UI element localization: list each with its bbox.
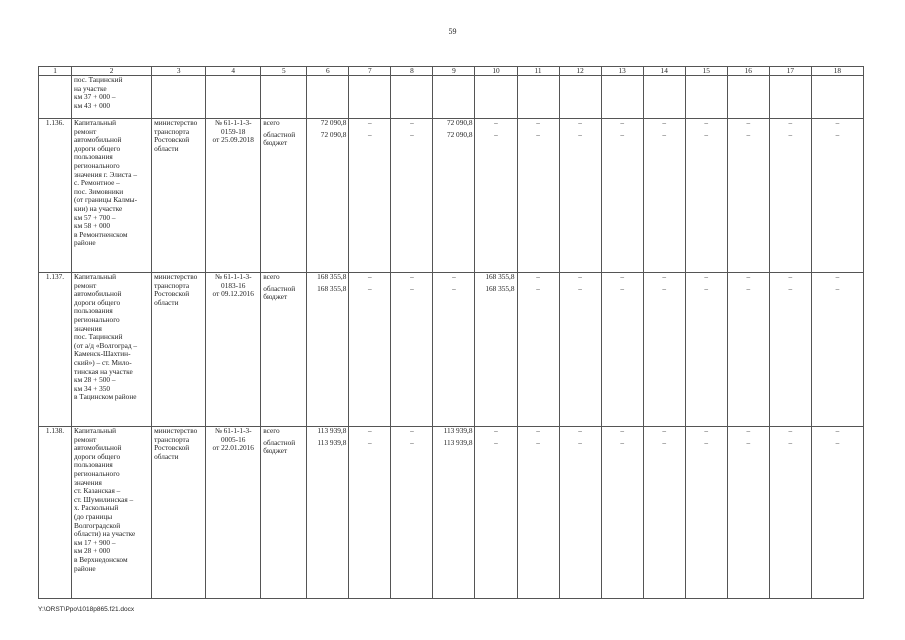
column-number-header <box>39 67 864 76</box>
cell-value: – <box>601 427 643 439</box>
cell-value: – <box>349 285 391 427</box>
cell-value: – <box>475 427 517 439</box>
cell-value: – <box>559 273 601 285</box>
cell-name: пос. Тацинский на участке км 37 + 000 – км 43 + 000 <box>72 76 152 119</box>
column-header-6: 6 <box>307 67 349 76</box>
cell-customer: министерство транспорта Ростовской области <box>152 273 206 427</box>
file-path-footer: Y:\ORST\Ppo\1018p865.f21.docx <box>38 606 135 613</box>
column-header-18: 18 <box>811 67 863 76</box>
cell-value: – <box>685 439 727 599</box>
column-header-5: 5 <box>261 67 307 76</box>
column-header-10: 10 <box>475 67 517 76</box>
cell-num: 1.138. <box>39 427 72 599</box>
cell-value: 72 090,8 <box>307 131 349 273</box>
page-number: 59 <box>448 27 457 36</box>
cell-value: – <box>517 131 559 273</box>
cell-name: Капитальный ремонт автомобильной дороги общего пользования регионального значения ст. Казанская – ст. Шумилинская – х. Раскольный (до границы Волгоградской области) на участке км 17 + 900 – км 28 + 000 в Верхнедонском районе <box>72 427 152 599</box>
column-header-17: 17 <box>769 67 811 76</box>
cell-value: 113 939,8 <box>433 427 475 439</box>
cell-value: – <box>391 427 433 439</box>
cell-value: – <box>727 119 769 131</box>
column-header-15: 15 <box>685 67 727 76</box>
cell-value: 113 939,8 <box>307 427 349 439</box>
column-header-14: 14 <box>643 67 685 76</box>
cell-num: 1.136. <box>39 119 72 273</box>
cell-value: – <box>727 439 769 599</box>
column-header-8: 8 <box>391 67 433 76</box>
table-row <box>39 273 864 285</box>
cell-value: – <box>643 119 685 131</box>
cell-value: – <box>811 119 863 131</box>
column-header-11: 11 <box>517 67 559 76</box>
cell-value: – <box>349 119 391 131</box>
cell-value: – <box>685 427 727 439</box>
cell-value: – <box>769 285 811 427</box>
cell-value: – <box>517 119 559 131</box>
cell-source-budget: областной бюджет <box>261 285 307 427</box>
cell-value: – <box>727 285 769 427</box>
cell-value: – <box>391 439 433 599</box>
cell-value: – <box>559 427 601 439</box>
table-row <box>39 427 864 439</box>
cell-value: – <box>601 439 643 599</box>
cell-source-total: всего <box>261 427 307 439</box>
program-table <box>38 66 864 599</box>
column-header-4: 4 <box>206 67 261 76</box>
cell-customer: министерство транспорта Ростовской области <box>152 427 206 599</box>
cell-value: 168 355,8 <box>307 273 349 285</box>
column-header-7: 7 <box>349 67 391 76</box>
cell-value: – <box>685 119 727 131</box>
cell-value: – <box>559 131 601 273</box>
cell-value: – <box>517 285 559 427</box>
cell-source-budget: областной бюджет <box>261 131 307 273</box>
cell-value: – <box>727 427 769 439</box>
cell-value: – <box>349 427 391 439</box>
cell-source-total: всего <box>261 273 307 285</box>
cell-value: – <box>643 439 685 599</box>
cell-value: 168 355,8 <box>475 285 517 427</box>
cell-value: – <box>643 131 685 273</box>
cell-value: – <box>643 273 685 285</box>
cell-value: – <box>559 285 601 427</box>
cell-value: – <box>727 131 769 273</box>
cell-value: – <box>811 427 863 439</box>
cell-value: – <box>349 273 391 285</box>
cell-value: – <box>391 119 433 131</box>
cell-value: – <box>349 131 391 273</box>
cell-value: 113 939,8 <box>433 439 475 599</box>
cell-value: – <box>643 427 685 439</box>
cell-value: – <box>685 273 727 285</box>
cell-value: – <box>601 273 643 285</box>
cell-value: – <box>475 119 517 131</box>
cell-value: – <box>517 273 559 285</box>
cell-source-total: всего <box>261 119 307 131</box>
column-header-9: 9 <box>433 67 475 76</box>
cell-customer: министерство транспорта Ростовской области <box>152 119 206 273</box>
cell-value: – <box>601 131 643 273</box>
cell-value: – <box>391 131 433 273</box>
cell-value: – <box>475 439 517 599</box>
cell-value: – <box>643 285 685 427</box>
table-row <box>39 119 864 131</box>
cell-value: – <box>811 131 863 273</box>
cell-num <box>39 76 72 119</box>
cell-name: Капитальный ремонт автомобильной дороги общего пользования регионального значения г. Элиста – с. Ремонтное – пос. Зимовники (от границы Калмы- кии) на участке км 57 + 700 – км 58 + 000 в Ремонтненском районе <box>72 119 152 273</box>
cell-value: – <box>601 119 643 131</box>
cell-value: – <box>769 131 811 273</box>
cell-value: – <box>475 131 517 273</box>
cell-value: – <box>685 131 727 273</box>
cell-value: – <box>727 273 769 285</box>
cell-value: 72 090,8 <box>307 119 349 131</box>
cell-value: – <box>433 273 475 285</box>
cell-value: 168 355,8 <box>307 285 349 427</box>
column-header-3: 3 <box>152 67 206 76</box>
cell-value: – <box>685 285 727 427</box>
column-header-13: 13 <box>601 67 643 76</box>
cell-value: – <box>769 439 811 599</box>
cell-value: – <box>517 439 559 599</box>
cell-value: – <box>601 285 643 427</box>
continuation-row <box>39 76 864 119</box>
cell-value: – <box>391 285 433 427</box>
cell-name: Капитальный ремонт автомобильной дороги общего пользования регионального значения пос. Тацинский (от а/д «Волгоград – Каменск-Шахтин- ский») – ст. Мило- тинская на участке км 28 + 500 – км 34 + 350 в Тацинском районе <box>72 273 152 427</box>
cell-value: 72 090,8 <box>433 119 475 131</box>
cell-value: – <box>811 439 863 599</box>
column-header-1: 1 <box>39 67 72 76</box>
cell-value: – <box>811 285 863 427</box>
cell-value: – <box>769 119 811 131</box>
cell-doc: № 61-1-1-3- 0183-16 от 09.12.2016 <box>206 273 261 427</box>
cell-value: 72 090,8 <box>433 131 475 273</box>
cell-value: 113 939,8 <box>307 439 349 599</box>
cell-doc: № 61-1-1-3- 0005-16 от 22.01.2016 <box>206 427 261 599</box>
column-header-12: 12 <box>559 67 601 76</box>
cell-value: – <box>433 285 475 427</box>
cell-num: 1.137. <box>39 273 72 427</box>
cell-value: – <box>811 273 863 285</box>
cell-value: – <box>349 439 391 599</box>
cell-value: – <box>559 119 601 131</box>
cell-value: – <box>517 427 559 439</box>
cell-source-budget: областной бюджет <box>261 439 307 599</box>
cell-value: – <box>769 427 811 439</box>
cell-value: – <box>769 273 811 285</box>
cell-doc: № 61-1-1-3- 0159-18 от 25.09.2018 <box>206 119 261 273</box>
column-header-16: 16 <box>727 67 769 76</box>
cell-value: 168 355,8 <box>475 273 517 285</box>
cell-value: – <box>391 273 433 285</box>
cell-value: – <box>559 439 601 599</box>
column-header-2: 2 <box>72 67 152 76</box>
